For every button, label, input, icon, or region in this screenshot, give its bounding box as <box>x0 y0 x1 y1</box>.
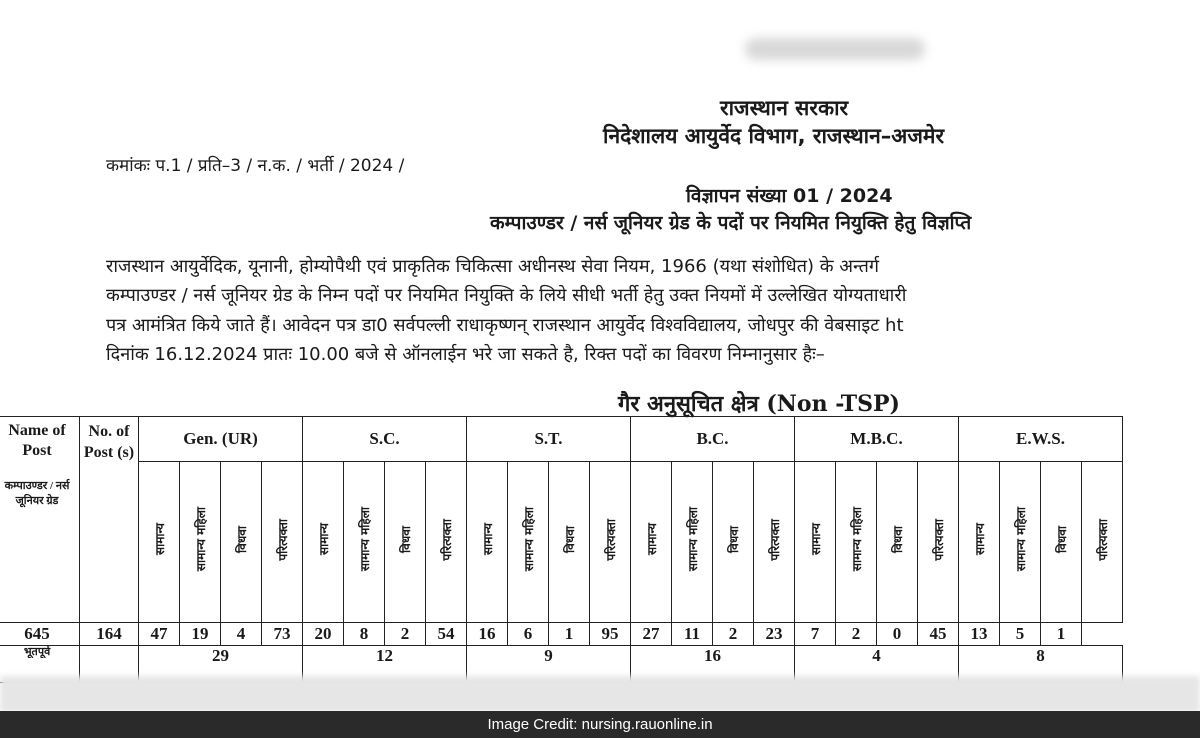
vacancy-count: 19 <box>180 623 221 646</box>
vacancy-count: 47 <box>139 623 180 646</box>
subheader-label: सामान्य <box>644 523 659 556</box>
subheader-cell <box>262 462 303 623</box>
vacancy-count: 7 <box>795 623 836 646</box>
vacancy-count: 16 <box>467 623 508 646</box>
group-header: Gen. (UR) <box>139 417 303 462</box>
blurred-stamp <box>745 38 925 60</box>
subheader-label: विधवा <box>234 526 249 553</box>
subheader-label: परित्यक्ता <box>603 518 618 561</box>
subheader-label: सामान्य <box>972 523 987 556</box>
subheader-label: सामान्य महिला <box>849 507 864 572</box>
ex-servicemen-count: 9 <box>467 646 631 683</box>
group-header: S.C. <box>303 417 467 462</box>
subheader-cell <box>385 462 426 623</box>
subheader-label: परित्यक्ता <box>275 518 290 561</box>
subheader-cell <box>631 462 672 623</box>
vacancy-count: 2 <box>713 623 754 646</box>
vacancy-count: 1 <box>1041 623 1082 646</box>
subheader-label: सामान्य महिला <box>193 507 208 572</box>
no-of-posts-header: No. of Post (s) <box>80 417 139 623</box>
subheader-cell <box>1041 462 1082 623</box>
reference-number: कमांकः प.1 / प्रति–3 / न.क. / भर्ती / 2024 / <box>106 156 405 176</box>
vacancy-count: 54 <box>426 623 467 646</box>
subheader-cell <box>508 462 549 623</box>
subheader-label: सामान्य <box>152 523 167 556</box>
subheader-cell <box>180 462 221 623</box>
vacancy-count: 2 <box>836 623 877 646</box>
subheader-cell <box>754 462 795 623</box>
vacancy-count: 27 <box>631 623 672 646</box>
group-header: S.T. <box>467 417 631 462</box>
government-heading: राजस्थान सरकार <box>720 96 849 120</box>
subheader-cell <box>918 462 959 623</box>
subheader-cell <box>221 462 262 623</box>
subheader-cell <box>836 462 877 623</box>
subheader-cell <box>303 462 344 623</box>
subheader-cell <box>713 462 754 623</box>
vacancy-count: 95 <box>590 623 631 646</box>
vacancy-count: 11 <box>672 623 713 646</box>
subheader-cell <box>549 462 590 623</box>
vacancy-count: 23 <box>754 623 795 646</box>
ex-servicemen-count: 16 <box>631 646 795 683</box>
area-title: गैर अनुसूचित क्षेत्र (Non -TSP) <box>618 391 900 417</box>
vacancy-count: 1 <box>549 623 590 646</box>
subheader-cell <box>877 462 918 623</box>
subheader-label: सामान्य <box>316 523 331 556</box>
body-line-4: दिनांक 16.12.2024 प्रातः 10.00 बजे से ऑनलाईन भरे जा सकते है, रिक्त पदों का विवरण निम्नानुसार हैः– <box>106 344 825 365</box>
subheader-label: परित्यक्ता <box>767 518 782 561</box>
ex-servicemen-count: 8 <box>959 646 1123 683</box>
ex-servicemen-count: 12 <box>303 646 467 683</box>
vacancy-count: 8 <box>344 623 385 646</box>
subheader-label: सामान्य महिला <box>521 507 536 572</box>
vacancy-count: 2 <box>385 623 426 646</box>
vacancy-count: 73 <box>262 623 303 646</box>
blurred-strip <box>0 676 1200 712</box>
subheader-label: परित्यक्ता <box>931 518 946 561</box>
ex-servicemen-label: भूतपूर्व <box>23 646 51 658</box>
subheader-cell <box>672 462 713 623</box>
subheader-cell <box>344 462 385 623</box>
subheader-label: सामान्य महिला <box>685 507 700 572</box>
subheader-label: सामान्य <box>480 523 495 556</box>
vacancy-count: 5 <box>1000 623 1041 646</box>
subheader-label: सामान्य <box>808 523 823 556</box>
group-header: B.C. <box>631 417 795 462</box>
subheader-cell <box>1000 462 1041 623</box>
name-of-post-cell <box>0 417 80 623</box>
body-line-2: कम्पाउण्डर / नर्स जूनियर ग्रेड के निम्न पदों पर नियमित नियुक्ति के लिये सीधी भर्ती हेतु उक्त नियमों में उल्लेखित योग्यताधारी <box>106 285 907 306</box>
advertisement-title: कम्पाउण्डर / नर्स जूनियर ग्रेड के पदों पर नियमित नियुक्ति हेतु विज्ञप्ति <box>490 212 972 234</box>
subheader-label: विधवा <box>562 526 577 553</box>
group-header: E.W.S. <box>959 417 1123 462</box>
subheader-cell <box>590 462 631 623</box>
vacancy-count: 4 <box>221 623 262 646</box>
subheader-cell <box>467 462 508 623</box>
subheader-cell <box>959 462 1000 623</box>
ex-servicemen-count: 29 <box>139 646 303 683</box>
vacancy-count: 45 <box>918 623 959 646</box>
vacancy-count: 20 <box>303 623 344 646</box>
total-posts: 645 <box>0 623 80 646</box>
vacancy-table <box>0 416 1123 683</box>
subheader-cell <box>1082 462 1123 623</box>
name-of-post-header: Name of Post <box>8 422 66 459</box>
vacancy-count: 164 <box>80 623 139 646</box>
vacancy-count: 0 <box>877 623 918 646</box>
subheader-label: सामान्य महिला <box>1013 507 1028 572</box>
subheader-label: विधवा <box>726 526 741 553</box>
ex-servicemen-count: 4 <box>795 646 959 683</box>
subheader-label: परित्यक्ता <box>439 518 454 561</box>
subheader-label: विधवा <box>890 526 905 553</box>
body-line-3: पत्र आमंत्रित किये जाते हैं। आवेदन पत्र डा0 सर्वपल्ली राधाकृष्णन् राजस्थान आयुर्वेद विश्वविद्यालय, जोधपुर की वेबसाइट ht <box>106 315 904 336</box>
subheader-label: सामान्य महिला <box>357 507 372 572</box>
advertisement-number: विज्ञापन संख्या 01 / 2024 <box>686 185 893 207</box>
subheader-label: विधवा <box>398 526 413 553</box>
subheader-cell <box>795 462 836 623</box>
subheader-cell <box>426 462 467 623</box>
post-name: कम्पाउण्डर / नर्स जूनियर ग्रेड <box>4 480 70 507</box>
department-heading: निदेशालय आयुर्वेद विभाग, राजस्थान–अजमेर <box>603 124 945 148</box>
body-line-1: राजस्थान आयुर्वेदिक, यूनानी, होम्योपैथी एवं प्राकृतिक चिकित्सा अधीनस्थ सेवा नियम, 1966 (यथा संशोधित) के अन्तर्ग <box>106 256 879 277</box>
image-credit: Image Credit: nursing.rauonline.in <box>0 711 1200 738</box>
subheader-label: विधवा <box>1054 526 1069 553</box>
subheader-cell <box>139 462 180 623</box>
subheader-label: परित्यक्ता <box>1095 518 1110 561</box>
vacancy-count: 6 <box>508 623 549 646</box>
vacancy-count: 13 <box>959 623 1000 646</box>
group-header: M.B.C. <box>795 417 959 462</box>
